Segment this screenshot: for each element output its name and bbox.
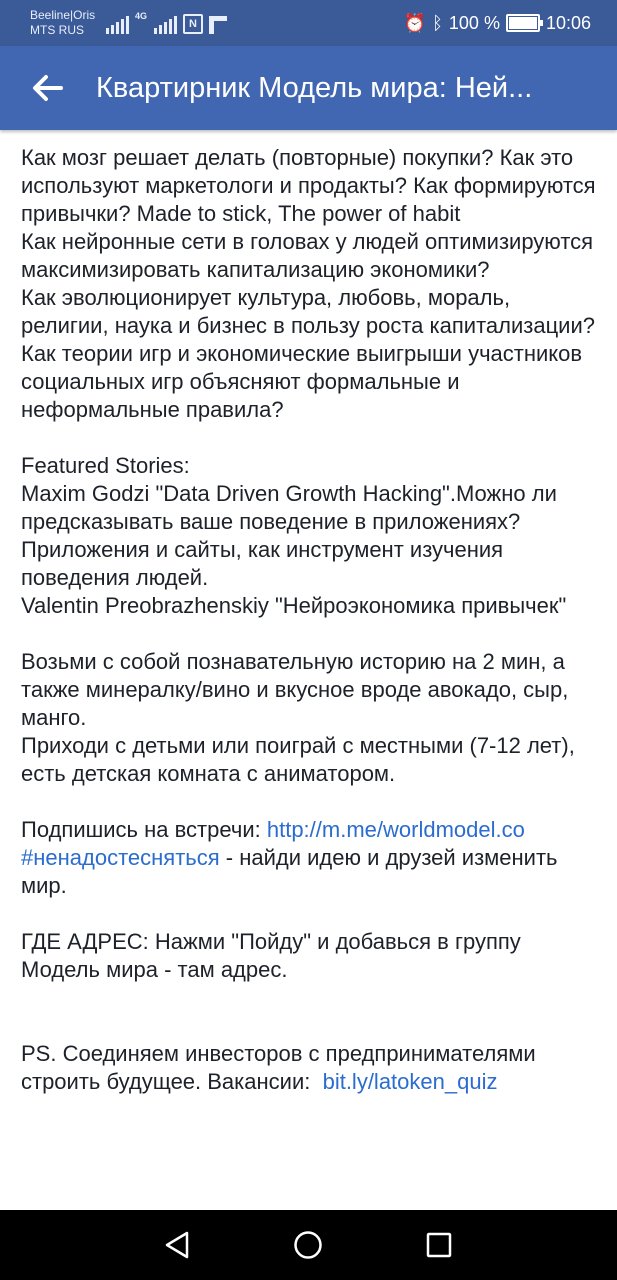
signal-strength-icon <box>106 16 129 34</box>
page-title: Квартирник Модель мира: Ней... <box>96 72 533 104</box>
carrier-secondary: MTS RUS <box>30 23 84 37</box>
battery-icon <box>506 14 540 32</box>
status-right <box>404 10 591 36</box>
notification-icon <box>209 16 227 34</box>
nav-home-button[interactable] <box>293 1230 323 1260</box>
carrier-primary: Beeline|Oris <box>30 8 96 22</box>
subscribe-link[interactable]: http://m.me/worldmodel.co <box>266 817 525 842</box>
battery-percent: 100 % <box>448 12 500 33</box>
event-description <box>21 144 601 1210</box>
circle-home-icon <box>293 1230 323 1260</box>
subscribe-prefix: Подпишись на встречи: <box>21 817 267 842</box>
system-nav-bar <box>0 1210 617 1280</box>
network-type-label: 4G <box>135 11 148 21</box>
triangle-back-icon <box>163 1230 191 1260</box>
status-bar <box>0 0 617 46</box>
signal-strength-2-icon <box>154 16 177 34</box>
nav-recents-button[interactable] <box>424 1230 454 1260</box>
description-text: Как мозг решает делать (повторные) покупки? Как это используют маркетологи и продакты? Как формируются привычки? Made to stick, The power of habit Как нейронные сети в головах у людей оптимизируются максимизировать капитализацию экономики? Как эволюционирует культура, любовь, мораль, религии, наука и бизнес в пользу роста капитализации? Как теории игр и экономические выигрыши участников социальных игр объясняют формальные и неформальные правила? Featured Stories: Maxim Godzi "Data Driven Growth Hacking".Можно ли предсказывать ваше поведение в приложениях? Приложения и сайты, как инструмент изучения поведения людей. Valentin Preobrazhenskiy "Нейроэкономика привычек" Возьми с собой познавательную историю на 2 мин, а также минералку/вино и вкусное вроде авокадо, сыр, манго. Приходи с детьми или поиграй с местными (7-12 лет), есть детская комната с аниматором. <box>21 145 596 786</box>
alarm-icon: ⏰ <box>403 13 427 33</box>
vacancy-link[interactable]: bit.ly/latoken_quiz <box>322 1069 498 1094</box>
hashtag-link[interactable]: #ненадостесняться <box>21 845 220 870</box>
nfc-icon: N <box>183 14 203 34</box>
app-bar <box>0 46 617 130</box>
bluetooth-icon: ᛒ <box>432 13 443 33</box>
subscribe-suffix: - найди идею и друзей изменить мир. ГДЕ АДРЕС: Нажми "Пойду" и добавься в группу Модель мира - там адрес. PS. Соединяем инвесторов с предпринимателями строить будущее. Вакансии: <box>21 845 558 1094</box>
signal-icons <box>106 12 227 34</box>
link-spacer <box>525 817 531 842</box>
carrier-info <box>30 8 95 38</box>
nav-back-button[interactable] <box>162 1230 192 1260</box>
arrow-left-icon <box>33 75 63 101</box>
back-button[interactable] <box>22 66 74 110</box>
square-recents-icon <box>424 1230 454 1260</box>
clock: 10:06 <box>545 12 591 33</box>
